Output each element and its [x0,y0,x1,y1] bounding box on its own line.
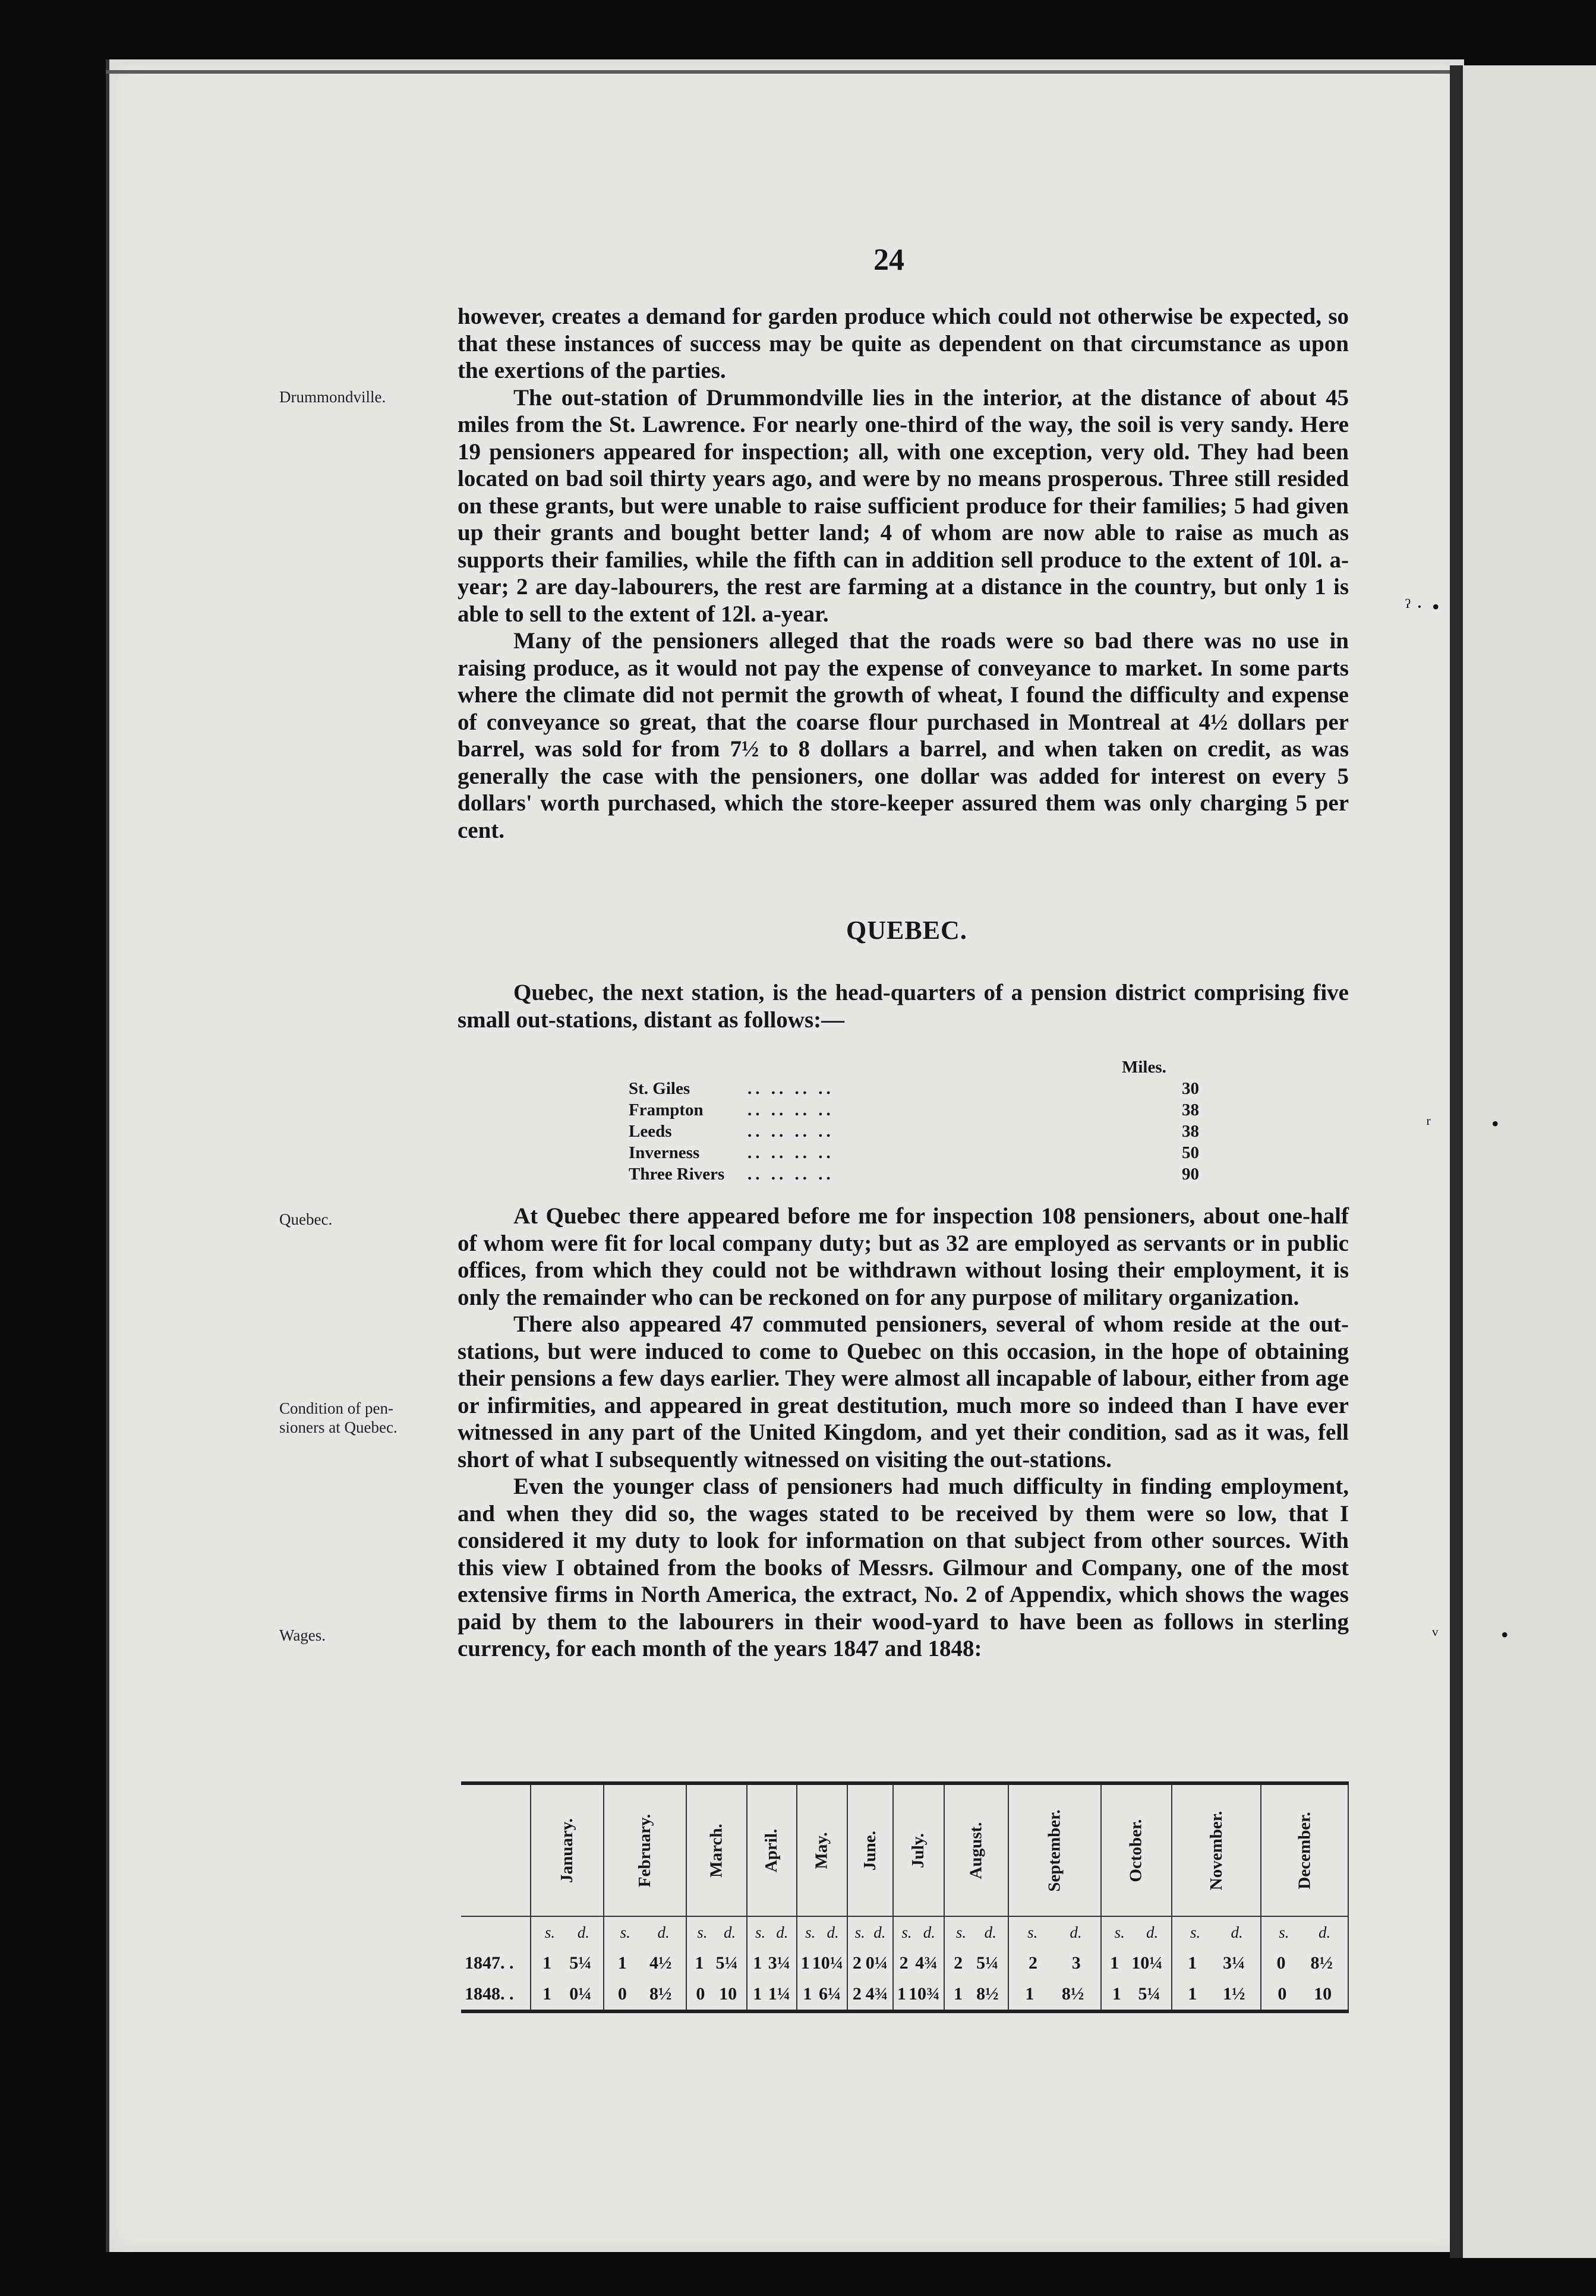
page-binding-edge [1450,65,1463,2258]
wage-cell: 1 4½ [604,1948,686,1979]
wage-cell: 0 8½ [1261,1948,1348,1979]
month-header-5: May. [797,1783,848,1916]
stations-list [629,1056,1199,1185]
table-row [461,1948,1348,1979]
month-header-9: September. [1008,1783,1100,1916]
month-header-8: August. [944,1783,1009,1916]
month-header-7: July. [893,1783,944,1916]
margin-note-drummondville: Drummondville. [279,388,386,406]
page-top-rule [106,70,1461,74]
month-header-2: February. [604,1783,686,1916]
year-cell: 1847. . [461,1948,531,1979]
wage-cell: 1 10¼ [797,1948,848,1979]
wage-cell: 2 0¼ [847,1948,892,1979]
year-header-cell [461,1783,531,1916]
scan-mark-2: • [1432,595,1440,619]
wage-cell: 1 10¼ [1101,1948,1172,1979]
wage-cell: 1 5¼ [1101,1979,1172,2011]
month-header-3: March. [686,1783,747,1916]
page-number: 24 [873,243,904,277]
wage-cell: 1 5¼ [686,1948,747,1979]
paragraph: however, creates a demand for garden produce which could not otherwise be expected, so that these instances of success may be quite as dependent on that circumstance as upon the exertions of the parties. [458,304,1349,383]
miles-header: Miles. [1122,1058,1166,1077]
month-header-11: November. [1172,1783,1261,1916]
wage-cell: 1 3¼ [1172,1948,1261,1979]
text-block-top [458,303,1349,844]
month-header-4: April. [747,1783,796,1916]
wages-table [461,1781,1349,2013]
month-header-row [461,1783,1348,1916]
margin-note-wages: Wages. [279,1626,326,1644]
table-row [461,1979,1348,2011]
month-header-6: June. [847,1783,892,1916]
paragraph: Quebec, the next station, is the head-quarters of a pension district comprising five small out-stations, distant as follows:— [458,980,1349,1033]
wage-cell: 2 4¾ [847,1979,892,2011]
adjacent-page-strip [1463,65,1596,2258]
wage-cell: 1 1½ [1172,1979,1261,2011]
text-block-bottom [458,1203,1349,1663]
wage-cell: 1 8½ [1008,1979,1100,2011]
wage-cell: 1 0¼ [531,1979,604,2011]
scan-mark-6: • [1501,1623,1509,1647]
units-row: s. d. s. d. s. d. s. d. s. d. s. d. s. d. s. d. s. d. s. d. s. d. s. d. [461,1916,1348,1948]
list-item: St. Giles .. .. .. .. 30 [629,1079,1199,1098]
paragraph: At Quebec there appeared before me for inspection 108 pensioners, about one-half of whom were fit for local company duty; but as 32 are employed as servants or in public offices, from which they could not be withdrawn without losing their employment, it is only the remainder who can be reckoned on for any purpose of military organization. [458,1203,1349,1310]
scan-mark-3: ʳ [1426,1112,1431,1136]
wage-cell: 1 5¼ [531,1948,604,1979]
paragraph: There also appeared 47 commuted pensioners, several of whom reside at the out-stations, but were induced to come to Quebec on this occasion, in the hope of obtaining their pensions a few days earlier. They were almost all incapable of labour, either from age or infirmities, and appeared in great destitution, much more so indeed than I have ever witnessed in any part of the United Kingdom, and yet their condition, sad as it was, fell short of what I subsequently witnessed on visiting the out-stations. [458,1311,1349,1472]
month-header-1: January. [531,1783,604,1916]
month-header-12: December. [1261,1783,1348,1916]
text-block-intro [458,979,1349,1033]
wage-cell: 2 3 [1008,1948,1100,1979]
list-item: Leeds .. .. .. .. 38 [629,1122,1199,1141]
paragraph: Even the younger class of pensioners had much difficulty in finding employment, and when they did so, the wages stated to be received by them were so low, that I considered it my duty to look for information on that subject from other sources. With this view I obtained from the books of Messrs. Gilmour and Company, one of the most extensive firms in North America, the extract, No. 2 of Appendix, which shows the wages paid by them to the labourers in their wood-yard to have been as follows in sterling currency, for each month of the years 1847 and 1848: [458,1474,1349,1661]
list-item: Three Rivers .. .. .. .. 90 [629,1165,1199,1184]
wage-cell: 1 6¼ [797,1979,848,2011]
wage-cell: 0 8½ [604,1979,686,2011]
list-item: Frampton .. .. .. .. 38 [629,1100,1199,1119]
wage-cell: 2 5¼ [944,1948,1009,1979]
month-header-10: October. [1101,1783,1172,1916]
list-item: Inverness .. .. .. .. 50 [629,1143,1199,1162]
margin-note-condition: Condition of pen- sioners at Quebec. [279,1399,398,1436]
paragraph: The out-station of Drummondville lies in the interior, at the distance of about 45 miles from the St. Lawrence. For nearly one-third of the way, the soil is very sandy. Here 19 pensioners appeared for inspection; all, with one exception, very old. They had been located on bad soil thirty years ago, and were by no means prosperous. Three still resided on these grants, but were unable to raise sufficient produce for their families; 5 had given up their grants and bought better land; 4 of whom are now able to raise as much as supports their families, while the fifth can in addition sell produce to the extent of 10l. a-year; 2 are day-labourers, the rest are farming at a distance in the country, but only 1 is able to sell to the extent of 12l. a-year. [458,384,1349,627]
wage-cell: 1 3¼ [747,1948,796,1979]
scan-mark-5: ᵛ [1432,1623,1439,1647]
paragraph: Many of the pensioners alleged that the roads were so bad there was no use in raising produce, as it would not pay the expense of conveyance to market. In some parts where the climate did not permit the growth of wheat, I found the difficulty and expense of conveyance so great, that the coarse flour purchased in Montreal at 4½ dollars per barrel, was sold for from 7½ to 8 dollars a barrel, and when taken on credit, as was generally the case with the pensioners, one dollar was added for interest on every 5 dollars' worth purchased, which the store-keeper assured them was only charging 5 per cent. [458,628,1349,843]
year-cell: 1848. . [461,1979,531,2011]
wage-cell: 1 10¾ [893,1979,944,2011]
margin-note-quebec: Quebec. [279,1210,333,1228]
wage-cell: 0 10 [1261,1979,1348,2011]
scan-mark-1: ˀ · [1405,595,1423,619]
wage-cell: 1 1¼ [747,1979,796,2011]
wage-cell: 1 8½ [944,1979,1009,2011]
heading-text: QUEBEC. [846,916,967,945]
wage-cell: 2 4¾ [893,1948,944,1979]
wage-cell: 0 10 [686,1979,747,2011]
scan-mark-4: • [1491,1112,1499,1136]
